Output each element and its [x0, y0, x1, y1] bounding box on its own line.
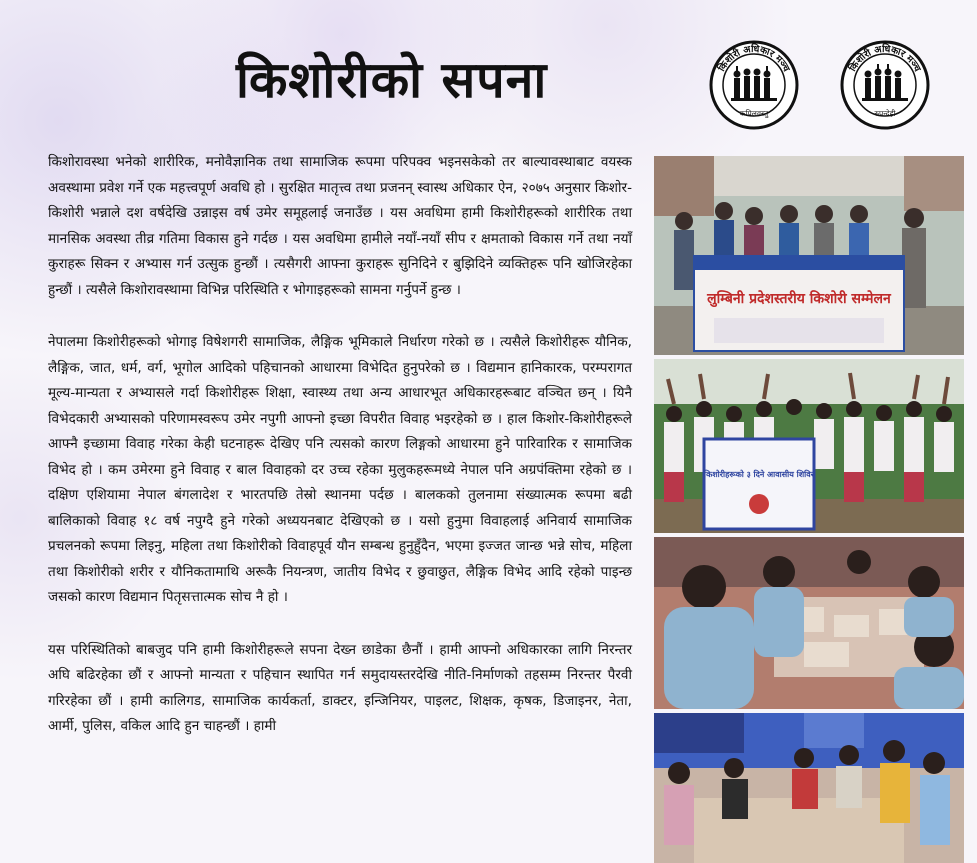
workshop-floor-photo — [654, 537, 964, 709]
paragraph-dreams: यस परिस्थितिको बाबजुद पनि हामी किशोरीहरूले सपना देख्न छाडेका छैनौं । हामी आफ्नो अधिकारका लागि निरन्तर अघि बढिरहेका छौं र आफ्नो मान्यता र पहिचान स्थापित गर्न समुदायस्तरदेखि नीति-निर्माणको तहसम्म निरन्तर पैरवी गरिरहेका छौं । हामी कालिगड, सामाजिक कार्यकर्ता, डाक्टर, इन्जिनियर, पाइलट, शिक्षक, कृषक, डिजाइनर, नेता, आर्मी, पुलिस, वकिल आदि हुन चाहन्छौं । हामी — [48, 641, 632, 734]
group-cheering-photo — [654, 359, 964, 533]
article-body — [48, 150, 632, 767]
organization-logo-kapilvastu — [709, 40, 799, 130]
logo-org-text: किशोरी अधिकार मञ्च — [847, 43, 923, 74]
rally-photo — [654, 156, 964, 355]
rally-banner-text: लुम्बिनी प्रदेशस्तरीय किशोरी सम्मेलन — [707, 291, 891, 307]
page-title: किशोरीको सपना — [236, 51, 548, 109]
logo-place-text: रुपन्देही — [874, 109, 896, 118]
paragraph-discrimination: नेपालमा किशोरीहरूको भोगाइ विषेशगरी सामाजिक, लैङ्गिक भूमिकाले निर्धारण गरेको छ । त्यसैले किशोरीहरू यौनिक, लैङ्गिक, जात, धर्म, वर्ग, भूगोल आदिको पहिचानको आधारमा विभेदित हुनुपरेको छ । विद्यमान हानिकारक, परम्परागत मूल्य-मान्यता र अभ्यासले गर्दा किशोरीहरू शिक्षा, स्वास्थ्य तथा अन्य आधारभूत अधिकारहरूबाट वञ्चित छन् । यिनै विभेदकारी अभ्यासको परिणामस्वरूप उमेर नपुगी आफ्नो इच्छा विपरीत विवाह भइरहेको छ । हाल किशोर-किशोरीहरूले आफ्नै इच्छामा विवाह गरेका केही घटनाहरू देखिए पनि त्यसको कारण लिङ्गको आधारमा हुने पारिवारिक र सामाजिक विभेद हो । कम उमेरमा हुने विवाह र बाल विवाहको दर उच्च रहेका मुलुकहरूमध्ये नेपाल पनि अग्रपंक्तिमा रहेको छ । दक्षिण एशियामा नेपाल बंगलादेश र भारतपछि तेस्रो स्थानमा पर्दछ । बालकको तुलनामा संख्यात्मक रूपमा बढी बालिकाको विवाह १८ वर्ष नपुग्दै हुने गरेको अध्ययनबाट देखिएको छ । यसो हुनुमा विवाहलाई अनिवार्य सामाजिक प्रचलनको रूपमा लिइनु, महिला तथा किशोरीको विवाहपूर्व यौन सम्बन्ध हुनुहुँदैन, भएमा इज्जत जान्छ भन्ने सोच, महिला तथा किशोरीको शरीर र यौनिकतामाथि अरूकै नियन्त्रण, जातीय विभेद र छुवाछुत, लैङ्गिक विभेद आदि रहेको पाइन्छ जसको कारण विद्यमान पितृसत्तात्मक सोच नै हो । — [48, 334, 632, 605]
logo-place-text: कपिलवस्तु — [739, 109, 769, 118]
camp-banner-text: किशोरीहरूको ३ दिने आवासीय शिविर — [704, 470, 814, 479]
logo-org-text: किशोरी अधिकार मञ्च — [716, 43, 792, 74]
paragraph-intro: किशोरावस्था भनेको शारीरिक, मनोवैज्ञानिक तथा सामाजिक रूपमा परिपक्व भइनसकेको तर बाल्यावस्थाबाट वयस्क अवस्थामा प्रवेश गर्ने एक महत्त्वपूर्ण अवधि हो । सुरक्षित मातृत्त्व तथा प्रजनन् स्वास्थ अधिकार ऐन, २०७५ अनुसार किशोर-किशोरी भन्नाले दश वर्षदेखि उन्नाइस वर्ष उमेर समूहलाई जनाउँछ । यस अवधिमा हामी किशोरीहरूको शारीरिक तथा मानसिक अवस्था तीव्र गतिमा विकास हुने गर्दछ । यस अवधिमा हामीले नयाँ-नयाँ सीप र क्षमताको विकास गर्ने तथा नयाँ कुराहरू सिक्न र अभ्यास गर्न उत्सुक हुन्छौं । त्यसैगरी आफ्ना कुराहरू सुनिदिने र बुझिदिने व्यक्तिहरू पनि खोजिरहेका हुन्छौं । त्यसैले किशोरावस्थामा विभिन्न परिस्थिति र भोगाइहरूको सामना गर्नुपर्ने हुन्छ । — [48, 154, 632, 298]
organization-logo-rupandehi — [840, 40, 930, 130]
adhikar-manch-logo-icon — [840, 40, 930, 130]
classroom-activity-photo — [654, 713, 964, 863]
adhikar-manch-logo-icon — [709, 40, 799, 130]
